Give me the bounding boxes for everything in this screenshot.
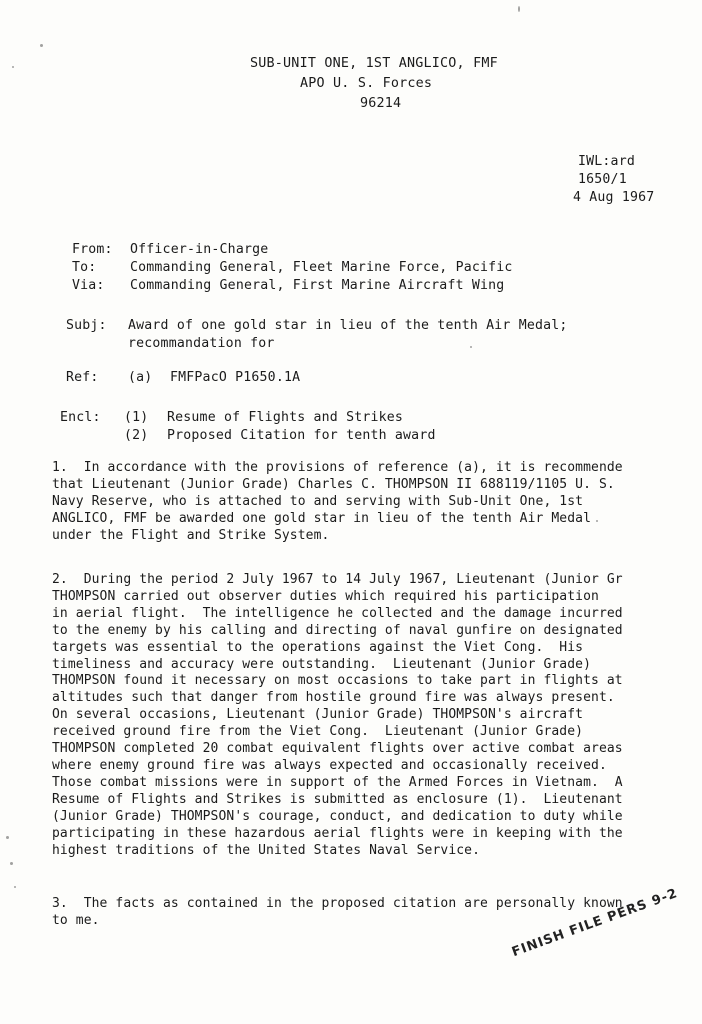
paragraph-line: On several occasions, Lieutenant (Junior Grade) THOMPSON's aircraft (52, 707, 584, 723)
encl-num-2: (2) (124, 428, 149, 443)
paragraph-line: in aerial flight. The intelligence he collected and the damage incurred (52, 605, 623, 621)
paragraph-line: participating in these hazardous aerial flights were in keeping with the (52, 825, 623, 841)
encl-label: Encl: (60, 410, 101, 425)
file-stamp: FINISH FILE PERS 9-2 (510, 886, 680, 961)
to-value: Commanding General, Fleet Marine Force, Pacific (130, 260, 513, 275)
via-value: Commanding General, First Marine Aircraft Wing (130, 278, 505, 293)
paragraph-line: Navy Reserve, who is attached to and serving with Sub-Unit One, 1st (52, 493, 584, 509)
to-label: To: (72, 260, 97, 275)
paragraph-line: Those combat missions were in support of the Armed Forces in Vietnam. A (52, 774, 623, 790)
ref-value: FMFPacO P1650.1A (170, 370, 301, 385)
file-initials: IWL:ard (578, 154, 635, 169)
scan-speck (14, 886, 16, 888)
scan-speck (470, 346, 472, 348)
paragraph-2 (52, 572, 692, 859)
paragraph-line: THOMPSON carried out observer duties which required his participation (52, 588, 599, 604)
paragraph-line: 2. During the period 2 July 1967 to 14 July 1967, Lieutenant (Junior Gr (52, 572, 623, 587)
paragraph-line: highest traditions of the United States Naval Service. (52, 842, 481, 858)
subject-line-1: Award of one gold star in lieu of the tenth Air Medal; (128, 318, 568, 333)
encl-text-1: Resume of Flights and Strikes (167, 410, 404, 425)
scan-speck (12, 66, 14, 68)
ref-label: Ref: (66, 370, 99, 385)
letterhead-unit: SUB-UNIT ONE, 1ST ANGLICO, FMF (250, 56, 498, 71)
from-label: From: (72, 242, 113, 257)
memo-date: 4 Aug 1967 (573, 190, 655, 205)
paragraph-line: THOMPSON found it necessary on most occasions to take part in flights at (52, 673, 623, 689)
paragraph-line: THOMPSON completed 20 combat equivalent flights over active combat areas (52, 741, 623, 757)
paragraph-line: (Junior Grade) THOMPSON's courage, conduct, and dedication to duty while (52, 808, 623, 824)
paragraph-line: timeliness and accuracy were outstanding. Lieutenant (Junior Grade) (52, 656, 592, 672)
encl-text-2: Proposed Citation for tenth award (167, 428, 436, 443)
paragraph-line: to me. (52, 912, 100, 928)
from-value: Officer-in-Charge (130, 242, 269, 257)
paragraph-1 (52, 460, 692, 545)
paragraph-line: targets was essential to the operations against the Viet Cong. His (52, 639, 584, 655)
scan-speck (518, 6, 520, 12)
ref-item: (a) (128, 370, 153, 385)
letterhead-apo: APO U. S. Forces (300, 76, 433, 91)
subject-label: Subj: (66, 318, 107, 333)
paragraph-line: that Lieutenant (Junior Grade) Charles C. THOMPSON II 688119/1105 U. S. (52, 476, 615, 492)
letterhead-code: 96214 (360, 96, 402, 111)
paragraph-line: 3. The facts as contained in the proposed citation are personally known (52, 896, 623, 911)
scan-speck (6, 836, 9, 839)
paragraph-line: Resume of Flights and Strikes is submitted as enclosure (1). Lieutenant (52, 791, 623, 807)
subject-line-2: recommandation for (128, 336, 275, 351)
paragraph-line: ANGLICO, FMF be awarded one gold star in lieu of the tenth Air Medal (52, 510, 592, 526)
paragraph-line: to the enemy by his calling and directing of naval gunfire on designated (52, 622, 623, 638)
encl-num-1: (1) (124, 410, 149, 425)
paragraph-line: received ground fire from the Viet Cong. Lieutenant (Junior Grade) (52, 724, 584, 740)
paragraph-line: where enemy ground fire was always expected and occasionally received. (52, 757, 607, 773)
scan-speck (40, 44, 43, 47)
scan-speck (10, 862, 13, 865)
paragraph-line: altitudes such that danger from hostile ground fire was always present. (52, 690, 615, 706)
paragraph-line: under the Flight and Strike System. (52, 527, 330, 543)
paragraph-line: 1. In accordance with the provisions of reference (a), it is recommende (52, 460, 623, 475)
via-label: Via: (72, 278, 105, 293)
file-number: 1650/1 (578, 172, 627, 187)
